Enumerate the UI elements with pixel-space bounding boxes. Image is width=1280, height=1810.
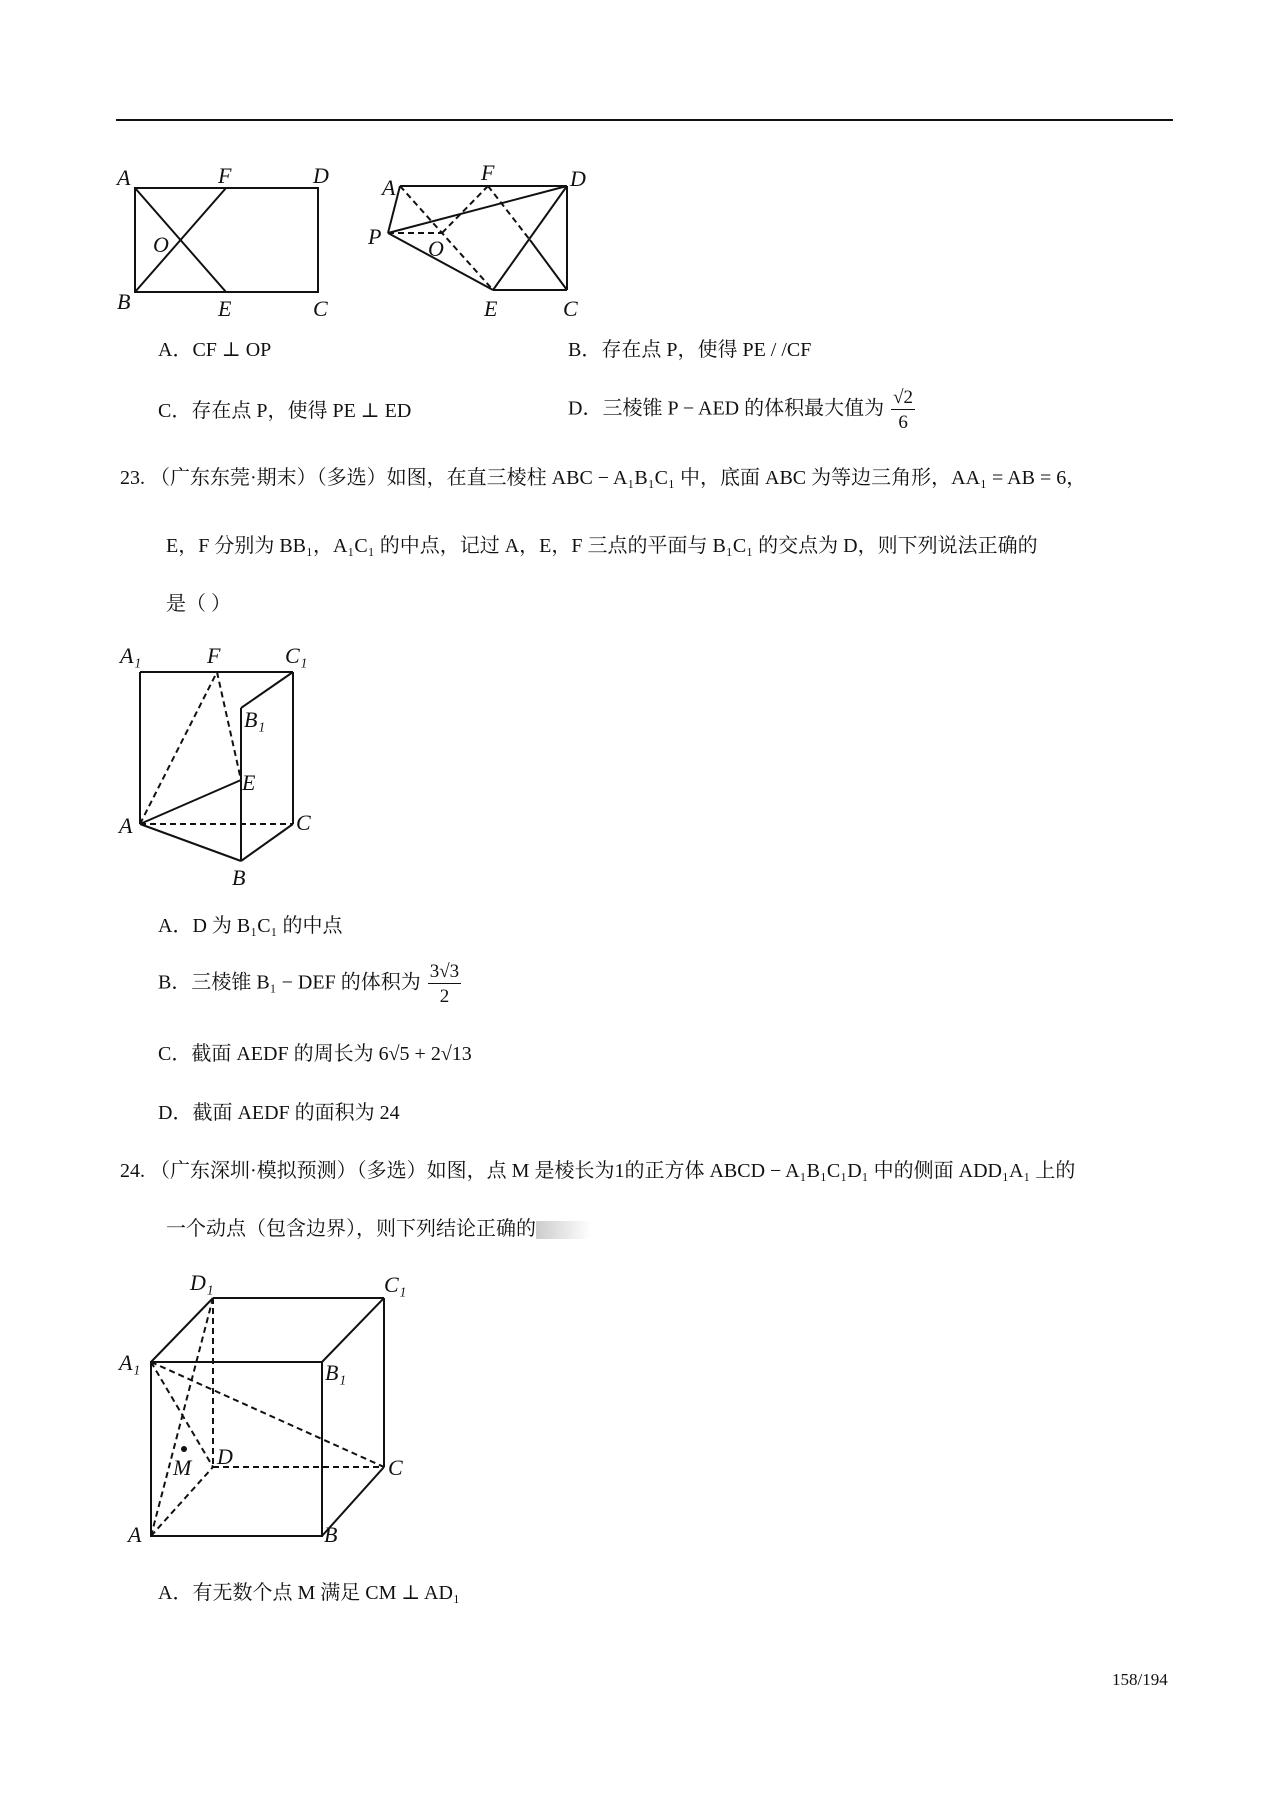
q22-option-a: A．CF ⊥ OP — [158, 339, 272, 361]
svg-text:D: D — [313, 163, 329, 188]
svg-text:A: A — [128, 1522, 142, 1547]
figure-rectangle-labels — [115, 163, 329, 321]
q23-stem-line2: E，F 分别为 BB₁，A₁C₁ 的中点，记过 A，E，F 三点的平面与 B₁C₁ 的交点为 D，则下列说法正确的 — [166, 535, 1038, 557]
svg-text:F: F — [207, 643, 221, 668]
numerator: √2 — [893, 387, 914, 408]
svg-text:C: C — [313, 296, 328, 321]
q23-option-b — [158, 962, 461, 1006]
point-m — [181, 1446, 187, 1452]
q22-option-c: C．存在点 P，使得 PE ⊥ ED — [158, 400, 412, 422]
fraction — [428, 962, 461, 1006]
q23-option-d: D．截面 AEDF 的面积为 24 — [158, 1102, 400, 1124]
svg-text:D: D — [217, 1444, 233, 1469]
q22-option-d — [568, 388, 915, 432]
numerator: 3√3 — [429, 961, 460, 982]
page-number: 158/194 — [1112, 1670, 1168, 1689]
q24-stem-line2-text: 一个动点（包含边界），则下列结论正确的 — [166, 1218, 536, 1240]
svg-text:M: M — [173, 1455, 192, 1480]
svg-text:C₁: C₁ — [384, 1272, 407, 1297]
svg-text:P: P — [368, 224, 382, 249]
figure-folded — [388, 186, 567, 290]
q22-option-d-text: D．三棱锥 P − AED 的体积最大值为 — [568, 397, 885, 420]
svg-text:B₁: B₁ — [325, 1360, 347, 1385]
svg-text:A: A — [119, 813, 133, 838]
svg-text:F: F — [481, 160, 495, 185]
figure-prism — [140, 672, 293, 861]
q23-stem-line1: 23. （广东东莞·期末）（多选）如图，在直三棱柱 ABC − A₁B₁C₁ 中，底面 ABC 为等边三角形，AA₁ = AB = 6， — [120, 467, 1087, 489]
svg-text:C: C — [563, 296, 578, 321]
figure-cube-labels — [117, 1270, 406, 1547]
svg-text:B: B — [324, 1522, 338, 1547]
denominator: 2 — [439, 986, 450, 1007]
svg-text:E: E — [484, 296, 498, 321]
denominator: 6 — [898, 412, 908, 433]
q22-option-b: B．存在点 P，使得 PE / /CF — [568, 339, 812, 361]
svg-text:O: O — [153, 232, 169, 257]
q23-stem-line3: 是（ ） — [166, 593, 231, 615]
q23-option-a: A．D 为 B₁C₁ 的中点 — [158, 915, 343, 937]
q23-option-c: C．截面 AEDF 的周长为 6√5 + 2√13 — [158, 1043, 472, 1065]
q23-option-b-text: B．三棱锥 B₁ − DEF 的体积为 — [158, 971, 421, 994]
q24-option-a: A．有无数个点 M 满足 CM ⊥ AD₁ — [158, 1582, 460, 1604]
figure-cube — [151, 1298, 384, 1536]
svg-text:E: E — [242, 770, 256, 795]
svg-text:A₁: A₁ — [120, 643, 142, 668]
svg-text:A₁: A₁ — [119, 1350, 141, 1375]
svg-text:B₁: B₁ — [244, 707, 266, 732]
svg-text:F: F — [218, 163, 232, 188]
blurred-region — [536, 1221, 591, 1239]
svg-text:A: A — [117, 165, 131, 190]
svg-text:O: O — [428, 236, 444, 261]
fraction — [891, 388, 915, 432]
svg-text:B: B — [117, 289, 131, 314]
svg-text:D₁: D₁ — [190, 1270, 214, 1295]
svg-text:C: C — [296, 810, 311, 835]
svg-text:C: C — [388, 1455, 403, 1480]
svg-text:E: E — [218, 296, 232, 321]
svg-text:B: B — [232, 865, 246, 890]
q24-stem-line2 — [166, 1219, 591, 1239]
svg-text:D: D — [570, 166, 586, 191]
q24-stem-line1: 24. （广东深圳·模拟预测）（多选）如图，点 M 是棱长为1的正方体 ABCD − A₁B₁C₁D₁ 中的侧面 ADD₁A₁ 上的 — [120, 1160, 1076, 1182]
svg-text:A: A — [382, 175, 396, 200]
svg-text:C₁: C₁ — [285, 643, 308, 668]
